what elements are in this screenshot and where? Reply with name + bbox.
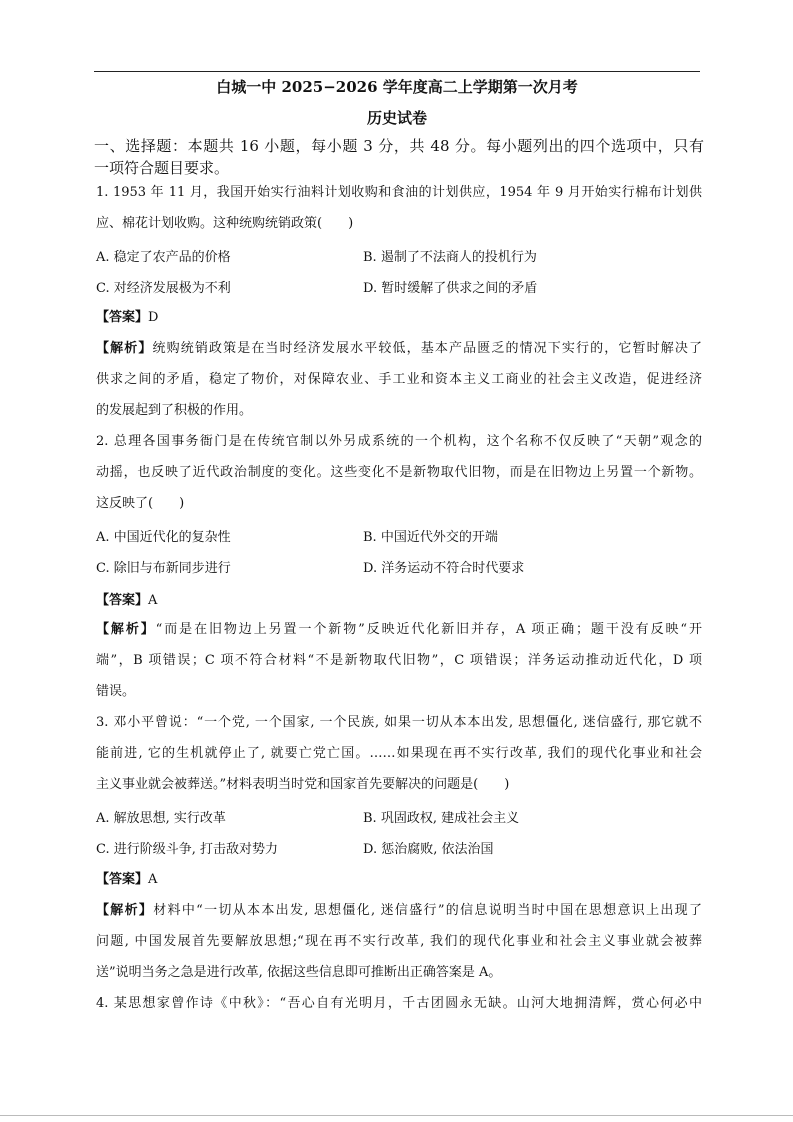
page-bottom-edge [0, 1115, 793, 1116]
question-1-stem: 应、棉花计划收购。这种统购统销政策( ) [96, 216, 354, 231]
answer-label: 【答案】 [96, 593, 149, 608]
analysis-label: 【解析】 [96, 341, 153, 356]
question-1-option-a: A. 稳定了农产品的价格 [96, 250, 231, 265]
question-3-stem: 能前进, 它的生机就停止了, 就要亡党亡国。……如果现在再不实行改革, 我们的现代化事业和社会 [96, 746, 702, 761]
analysis-label: 【解析】 [96, 903, 154, 918]
question-2-option-b: B. 中国近代外交的开端 [363, 530, 498, 545]
answer-value: A [148, 593, 158, 608]
page-title: 白城一中 2025−2026 学年度高二上学期第一次月考 [216, 78, 578, 96]
question-2-stem: 2. 总理各国事务衙门是在传统官制以外另成系统的一个机构，这个名称不仅反映了“天朝”观念的 [96, 434, 702, 449]
answer-value: D [148, 310, 159, 325]
question-1-analysis: 供求之间的矛盾，稳定了物价，对保障农业、手工业和资本主义工商业的社会主义改造，促进经济 [96, 372, 702, 387]
question-3-option-a: A. 解放思想, 实行改革 [96, 811, 226, 826]
answer-label: 【答案】 [96, 872, 149, 887]
question-2-analysis: 端”，B 项错误；C 项不符合材料“不是新物取代旧物”，C 项错误；洋务运动推动近代化，D 项 [96, 653, 702, 668]
question-2-analysis [96, 614, 702, 645]
question-1-stem: 1. 1953 年 11 月，我国开始实行油料计划收购和食油的计划供应，1954 年 9 月开始实行棉布计划供 [96, 185, 702, 200]
question-3-analysis [96, 895, 702, 926]
question-2-option-a: A. 中国近代化的复杂性 [96, 530, 231, 545]
question-2-option-c: C. 除旧与布新同步进行 [96, 561, 231, 576]
question-1-answer [96, 302, 702, 333]
question-3-option-c: C. 进行阶级斗争, 打击敌对势力 [96, 842, 279, 857]
question-3-analysis: 送”说明当务之急是进行改革, 依据这些信息即可推断出正确答案是 A。 [96, 965, 502, 980]
question-2-option-d: D. 洋务运动不符合时代要求 [363, 561, 525, 576]
question-1-analysis [96, 333, 702, 364]
analysis-label: 【解析】 [96, 622, 156, 637]
analysis-text: “而是在旧物边上另置一个新物”反映近代化新旧并存，A 项正确；题干没有反映“开 [155, 622, 702, 637]
question-2-analysis: 错误。 [96, 684, 136, 699]
question-4-stem: 4. 某思想家曾作诗《中秋》：“吾心自有光明月，千古团圆永无缺。山河大地拥清辉，赏心何必中 [96, 996, 702, 1011]
exam-subject-title: 历史试卷 [366, 109, 427, 127]
section-intro-line: 一、选择题：本题共 16 小题，每小题 3 分，共 48 分。每小题列出的四个选项中，只有 [94, 137, 704, 155]
question-3-analysis: 问题, 中国发展首先要解放思想;“现在再不实行改革, 我们的现代化事业和社会主义事业就会被葬 [96, 934, 702, 949]
question-1-analysis: 的发展起到了积极的作用。 [96, 403, 253, 418]
question-1-option-b: B. 遏制了不法商人的投机行为 [363, 250, 537, 265]
question-3-stem: 3. 邓小平曾说：“一个党, 一个国家, 一个民族, 如果一切从本本出发, 思想僵化, 迷信盛行, 那它就不 [96, 715, 702, 730]
question-3-stem: 主义事业就会被葬送。”材料表明当时党和国家首先要解决的问题是( ) [96, 777, 510, 792]
question-3-option-d: D. 惩治腐败, 依法治国 [363, 842, 494, 857]
answer-label: 【答案】 [96, 310, 149, 325]
question-2-stem: 这反映了( ) [96, 496, 185, 511]
question-2-stem: 动摇，也反映了近代政治制度的变化。这些变化不是新物取代旧物，而是在旧物边上另置一个新物。 [96, 465, 702, 480]
question-3-answer [96, 864, 702, 895]
analysis-text: 材料中“一切从本本出发, 思想僵化, 迷信盛行”的信息说明当时中国在思想意识上出现了 [153, 903, 702, 918]
analysis-text: 统购统销政策是在当时经济发展水平较低，基本产品匮乏的情况下实行的，它暂时解决了 [152, 341, 702, 356]
question-2-answer [96, 585, 702, 616]
section-instructions [94, 135, 704, 179]
question-1-option-c: C. 对经济发展极为不利 [96, 281, 231, 296]
header-rule [94, 71, 700, 72]
section-intro-line: 一项符合题目要求。 [94, 159, 230, 177]
question-3-option-b: B. 巩固政权, 建成社会主义 [363, 811, 520, 826]
question-1-option-d: D. 暂时缓解了供求之间的矛盾 [363, 281, 538, 296]
answer-value: A [148, 872, 158, 887]
